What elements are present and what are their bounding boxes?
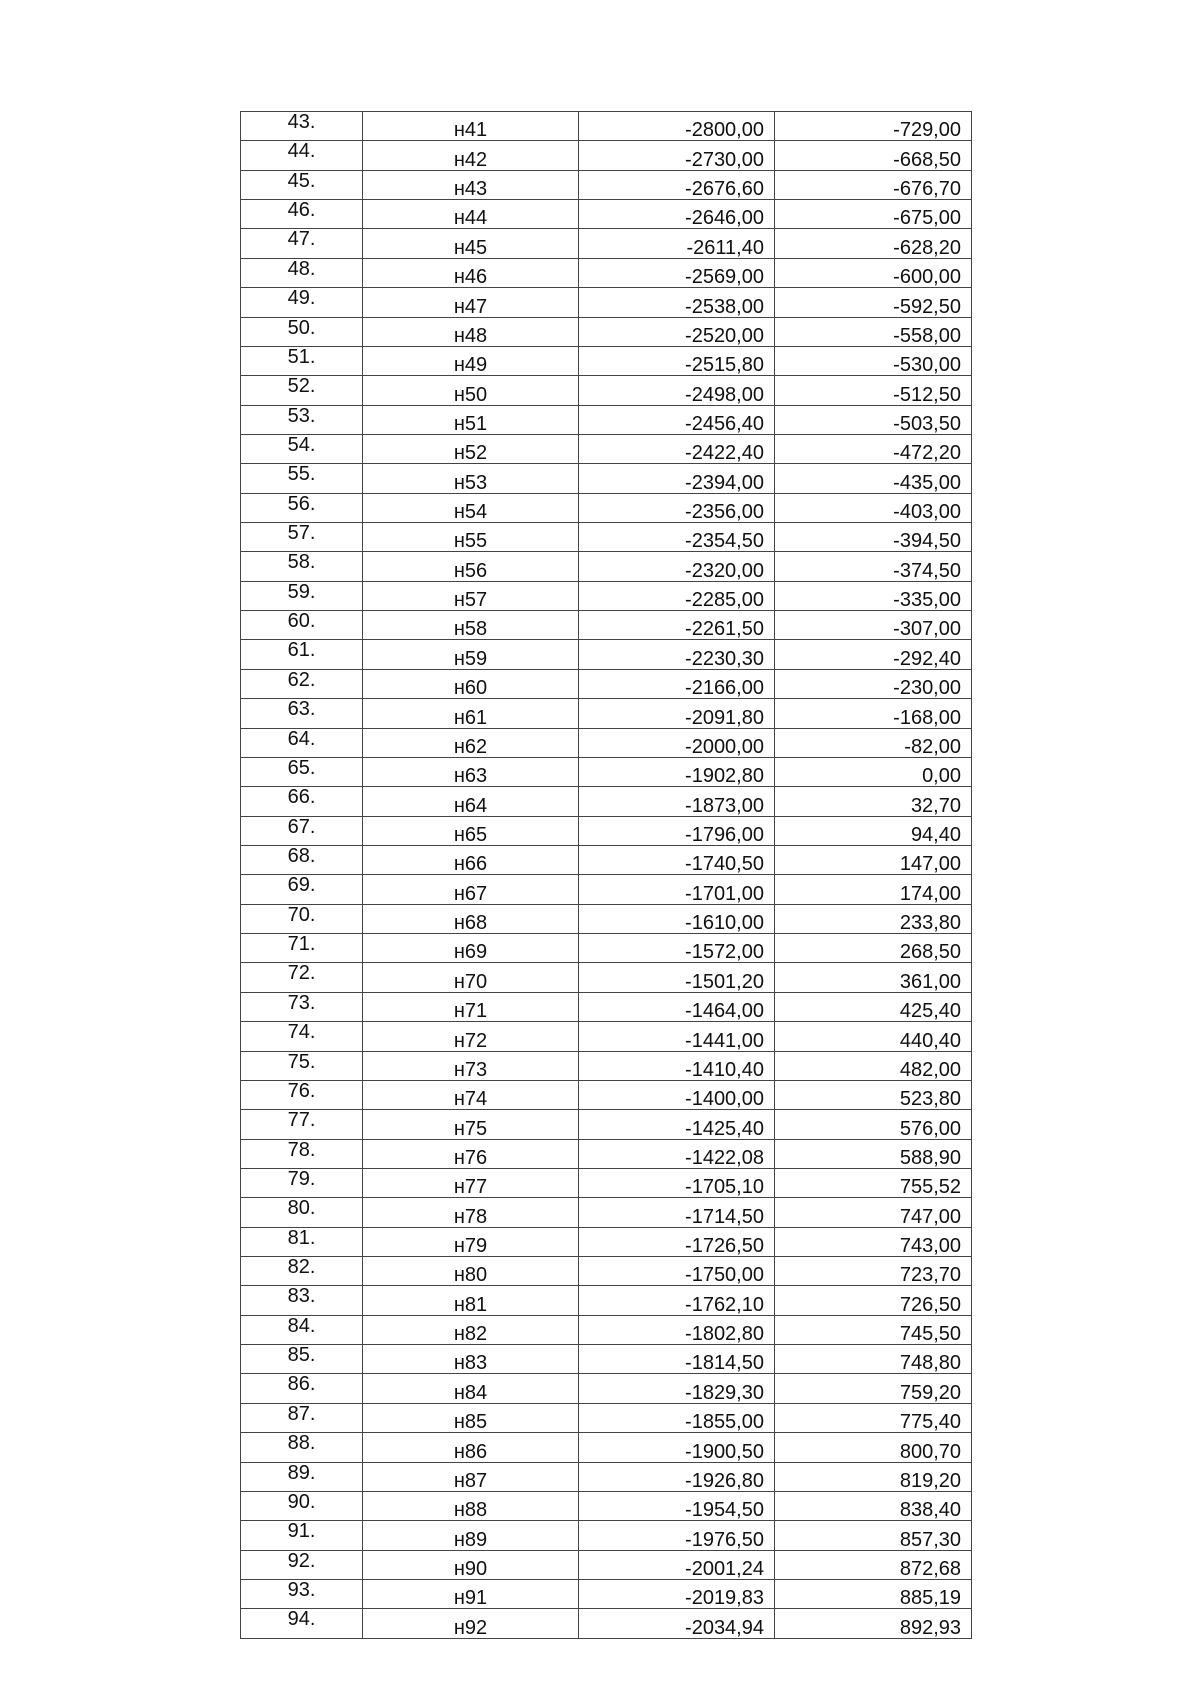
- table-row: [241, 1198, 972, 1227]
- table-row: [241, 1168, 972, 1197]
- table-row: [241, 1139, 972, 1168]
- table-row: [241, 317, 972, 346]
- x-coordinate-cell: -2800,00: [579, 112, 775, 141]
- row-number-cell: 89.: [241, 1462, 363, 1491]
- table-row: [241, 992, 972, 1021]
- x-coordinate-cell: -2456,40: [579, 405, 775, 434]
- x-coordinate-cell: -2538,00: [579, 288, 775, 317]
- point-name-cell: н78: [363, 1198, 579, 1227]
- row-number-cell: 79.: [241, 1168, 363, 1197]
- x-coordinate-cell: -2422,40: [579, 434, 775, 463]
- point-name-cell: н84: [363, 1374, 579, 1403]
- row-number-cell: 84.: [241, 1315, 363, 1344]
- table-row: [241, 405, 972, 434]
- row-number-cell: 44.: [241, 141, 363, 170]
- row-number-cell: 59.: [241, 581, 363, 610]
- row-number-cell: 72.: [241, 963, 363, 992]
- x-coordinate-cell: -2019,83: [579, 1579, 775, 1608]
- x-coordinate-cell: -1796,00: [579, 816, 775, 845]
- table-row: [241, 229, 972, 258]
- y-coordinate-cell: -530,00: [775, 346, 972, 375]
- row-number-cell: 94.: [241, 1609, 363, 1638]
- row-number-cell: 86.: [241, 1374, 363, 1403]
- row-number-cell: 57.: [241, 523, 363, 552]
- row-number-cell: 91.: [241, 1521, 363, 1550]
- row-number-cell: 46.: [241, 200, 363, 229]
- y-coordinate-cell: -374,50: [775, 552, 972, 581]
- point-name-cell: н53: [363, 464, 579, 493]
- table-row: [241, 1110, 972, 1139]
- y-coordinate-cell: 743,00: [775, 1227, 972, 1256]
- x-coordinate-cell: -1422,08: [579, 1139, 775, 1168]
- point-name-cell: н43: [363, 170, 579, 199]
- point-name-cell: н54: [363, 493, 579, 522]
- x-coordinate-cell: -1976,50: [579, 1521, 775, 1550]
- row-number-cell: 63.: [241, 699, 363, 728]
- row-number-cell: 50.: [241, 317, 363, 346]
- table-row: [241, 434, 972, 463]
- table-row: [241, 1051, 972, 1080]
- point-name-cell: н57: [363, 581, 579, 610]
- row-number-cell: 62.: [241, 669, 363, 698]
- y-coordinate-cell: 32,70: [775, 787, 972, 816]
- row-number-cell: 66.: [241, 787, 363, 816]
- point-name-cell: н42: [363, 141, 579, 170]
- row-number-cell: 61.: [241, 640, 363, 669]
- row-number-cell: 70.: [241, 904, 363, 933]
- x-coordinate-cell: -2498,00: [579, 376, 775, 405]
- row-number-cell: 65.: [241, 757, 363, 786]
- point-name-cell: н73: [363, 1051, 579, 1080]
- x-coordinate-cell: -1900,50: [579, 1433, 775, 1462]
- y-coordinate-cell: 174,00: [775, 875, 972, 904]
- table-row: [241, 963, 972, 992]
- y-coordinate-cell: -335,00: [775, 581, 972, 610]
- x-coordinate-cell: -1464,00: [579, 992, 775, 1021]
- x-coordinate-cell: -1501,20: [579, 963, 775, 992]
- table-row: [241, 581, 972, 610]
- table-row: [241, 141, 972, 170]
- point-name-cell: н45: [363, 229, 579, 258]
- point-name-cell: н66: [363, 845, 579, 874]
- x-coordinate-cell: -2354,50: [579, 523, 775, 552]
- table-row: [241, 904, 972, 933]
- x-coordinate-cell: -2520,00: [579, 317, 775, 346]
- y-coordinate-cell: 857,30: [775, 1521, 972, 1550]
- table-row: [241, 288, 972, 317]
- row-number-cell: 43.: [241, 112, 363, 141]
- table-row: [241, 112, 972, 141]
- point-name-cell: н75: [363, 1110, 579, 1139]
- point-name-cell: н61: [363, 699, 579, 728]
- point-name-cell: н85: [363, 1403, 579, 1432]
- point-name-cell: н56: [363, 552, 579, 581]
- row-number-cell: 53.: [241, 405, 363, 434]
- row-number-cell: 45.: [241, 170, 363, 199]
- table-row: [241, 1403, 972, 1432]
- row-number-cell: 49.: [241, 288, 363, 317]
- y-coordinate-cell: 576,00: [775, 1110, 972, 1139]
- y-coordinate-cell: -592,50: [775, 288, 972, 317]
- y-coordinate-cell: 425,40: [775, 992, 972, 1021]
- row-number-cell: 85.: [241, 1345, 363, 1374]
- y-coordinate-cell: 838,40: [775, 1491, 972, 1520]
- y-coordinate-cell: 759,20: [775, 1374, 972, 1403]
- x-coordinate-cell: -2166,00: [579, 669, 775, 698]
- table-row: [241, 845, 972, 874]
- row-number-cell: 68.: [241, 845, 363, 874]
- table-row: [241, 1345, 972, 1374]
- x-coordinate-cell: -2261,50: [579, 611, 775, 640]
- y-coordinate-cell: -168,00: [775, 699, 972, 728]
- y-coordinate-cell: -676,70: [775, 170, 972, 199]
- x-coordinate-cell: -1814,50: [579, 1345, 775, 1374]
- point-name-cell: н50: [363, 376, 579, 405]
- table-row: [241, 1550, 972, 1579]
- y-coordinate-cell: -600,00: [775, 258, 972, 287]
- y-coordinate-cell: 726,50: [775, 1286, 972, 1315]
- point-name-cell: н92: [363, 1609, 579, 1638]
- y-coordinate-cell: -307,00: [775, 611, 972, 640]
- row-number-cell: 60.: [241, 611, 363, 640]
- point-name-cell: н67: [363, 875, 579, 904]
- row-number-cell: 76.: [241, 1080, 363, 1109]
- row-number-cell: 71.: [241, 934, 363, 963]
- table-row: [241, 787, 972, 816]
- x-coordinate-cell: -1400,00: [579, 1080, 775, 1109]
- y-coordinate-cell: -435,00: [775, 464, 972, 493]
- y-coordinate-cell: 268,50: [775, 934, 972, 963]
- x-coordinate-cell: -1873,00: [579, 787, 775, 816]
- table-row: [241, 1462, 972, 1491]
- x-coordinate-cell: -1926,80: [579, 1462, 775, 1491]
- point-name-cell: н82: [363, 1315, 579, 1344]
- table-row: [241, 1521, 972, 1550]
- x-coordinate-cell: -2394,00: [579, 464, 775, 493]
- point-name-cell: н49: [363, 346, 579, 375]
- x-coordinate-cell: -2000,00: [579, 728, 775, 757]
- y-coordinate-cell: 233,80: [775, 904, 972, 933]
- y-coordinate-cell: 723,70: [775, 1257, 972, 1286]
- x-coordinate-cell: -1954,50: [579, 1491, 775, 1520]
- x-coordinate-cell: -1802,80: [579, 1315, 775, 1344]
- x-coordinate-cell: -2611,40: [579, 229, 775, 258]
- x-coordinate-cell: -2320,00: [579, 552, 775, 581]
- table-row: [241, 552, 972, 581]
- point-name-cell: н74: [363, 1080, 579, 1109]
- point-name-cell: н69: [363, 934, 579, 963]
- x-coordinate-cell: -1855,00: [579, 1403, 775, 1432]
- y-coordinate-cell: 523,80: [775, 1080, 972, 1109]
- x-coordinate-cell: -2285,00: [579, 581, 775, 610]
- table-row: [241, 816, 972, 845]
- table-row: [241, 523, 972, 552]
- point-name-cell: н58: [363, 611, 579, 640]
- point-name-cell: н77: [363, 1168, 579, 1197]
- y-coordinate-cell: -675,00: [775, 200, 972, 229]
- point-name-cell: н52: [363, 434, 579, 463]
- point-name-cell: н65: [363, 816, 579, 845]
- point-name-cell: н72: [363, 1022, 579, 1051]
- point-name-cell: н62: [363, 728, 579, 757]
- row-number-cell: 73.: [241, 992, 363, 1021]
- y-coordinate-cell: -403,00: [775, 493, 972, 522]
- y-coordinate-cell: 748,80: [775, 1345, 972, 1374]
- row-number-cell: 87.: [241, 1403, 363, 1432]
- y-coordinate-cell: 588,90: [775, 1139, 972, 1168]
- table-row: [241, 699, 972, 728]
- point-name-cell: н83: [363, 1345, 579, 1374]
- y-coordinate-cell: -230,00: [775, 669, 972, 698]
- table-row: [241, 1491, 972, 1520]
- y-coordinate-cell: -668,50: [775, 141, 972, 170]
- point-name-cell: н88: [363, 1491, 579, 1520]
- x-coordinate-cell: -2730,00: [579, 141, 775, 170]
- row-number-cell: 54.: [241, 434, 363, 463]
- row-number-cell: 88.: [241, 1433, 363, 1462]
- x-coordinate-cell: -2646,00: [579, 200, 775, 229]
- y-coordinate-cell: 747,00: [775, 1198, 972, 1227]
- row-number-cell: 81.: [241, 1227, 363, 1256]
- point-name-cell: н46: [363, 258, 579, 287]
- y-coordinate-cell: -558,00: [775, 317, 972, 346]
- x-coordinate-cell: -2001,24: [579, 1550, 775, 1579]
- table-row: [241, 611, 972, 640]
- x-coordinate-cell: -1902,80: [579, 757, 775, 786]
- row-number-cell: 56.: [241, 493, 363, 522]
- row-number-cell: 69.: [241, 875, 363, 904]
- row-number-cell: 52.: [241, 376, 363, 405]
- y-coordinate-cell: -394,50: [775, 523, 972, 552]
- x-coordinate-cell: -2569,00: [579, 258, 775, 287]
- table-row: [241, 170, 972, 199]
- point-name-cell: н59: [363, 640, 579, 669]
- point-name-cell: н41: [363, 112, 579, 141]
- y-coordinate-cell: -503,50: [775, 405, 972, 434]
- point-name-cell: н79: [363, 1227, 579, 1256]
- row-number-cell: 83.: [241, 1286, 363, 1315]
- table-row: [241, 1286, 972, 1315]
- table-row: [241, 1374, 972, 1403]
- y-coordinate-cell: 755,52: [775, 1168, 972, 1197]
- row-number-cell: 92.: [241, 1550, 363, 1579]
- point-name-cell: н47: [363, 288, 579, 317]
- table-row: [241, 757, 972, 786]
- point-name-cell: н55: [363, 523, 579, 552]
- y-coordinate-cell: 800,70: [775, 1433, 972, 1462]
- point-name-cell: н87: [363, 1462, 579, 1491]
- table-row: [241, 1022, 972, 1051]
- row-number-cell: 78.: [241, 1139, 363, 1168]
- x-coordinate-cell: -2091,80: [579, 699, 775, 728]
- row-number-cell: 82.: [241, 1257, 363, 1286]
- table-row: [241, 376, 972, 405]
- table-row: [241, 875, 972, 904]
- row-number-cell: 48.: [241, 258, 363, 287]
- point-name-cell: н63: [363, 757, 579, 786]
- table-row: [241, 1257, 972, 1286]
- row-number-cell: 75.: [241, 1051, 363, 1080]
- table-row: [241, 1433, 972, 1462]
- row-number-cell: 90.: [241, 1491, 363, 1520]
- x-coordinate-cell: -1829,30: [579, 1374, 775, 1403]
- table-row: [241, 1227, 972, 1256]
- point-name-cell: н70: [363, 963, 579, 992]
- table-row: [241, 464, 972, 493]
- x-coordinate-cell: -1762,10: [579, 1286, 775, 1315]
- point-name-cell: н71: [363, 992, 579, 1021]
- y-coordinate-cell: 745,50: [775, 1315, 972, 1344]
- row-number-cell: 51.: [241, 346, 363, 375]
- x-coordinate-cell: -2676,60: [579, 170, 775, 199]
- y-coordinate-cell: 775,40: [775, 1403, 972, 1432]
- table-row: [241, 493, 972, 522]
- y-coordinate-cell: 147,00: [775, 845, 972, 874]
- coordinates-table: [240, 111, 972, 1639]
- point-name-cell: н89: [363, 1521, 579, 1550]
- x-coordinate-cell: -2356,00: [579, 493, 775, 522]
- row-number-cell: 74.: [241, 1022, 363, 1051]
- x-coordinate-cell: -1740,50: [579, 845, 775, 874]
- table-row: [241, 728, 972, 757]
- row-number-cell: 58.: [241, 552, 363, 581]
- y-coordinate-cell: 482,00: [775, 1051, 972, 1080]
- point-name-cell: н68: [363, 904, 579, 933]
- point-name-cell: н91: [363, 1579, 579, 1608]
- x-coordinate-cell: -2034,94: [579, 1609, 775, 1638]
- table-row: [241, 1315, 972, 1344]
- table-row: [241, 200, 972, 229]
- x-coordinate-cell: -1705,10: [579, 1168, 775, 1197]
- x-coordinate-cell: -1610,00: [579, 904, 775, 933]
- table-row: [241, 1609, 972, 1638]
- y-coordinate-cell: 872,68: [775, 1550, 972, 1579]
- y-coordinate-cell: 885,19: [775, 1579, 972, 1608]
- row-number-cell: 47.: [241, 229, 363, 258]
- table-row: [241, 1579, 972, 1608]
- y-coordinate-cell: 440,40: [775, 1022, 972, 1051]
- x-coordinate-cell: -2515,80: [579, 346, 775, 375]
- point-name-cell: н51: [363, 405, 579, 434]
- row-number-cell: 80.: [241, 1198, 363, 1227]
- x-coordinate-cell: -1750,00: [579, 1257, 775, 1286]
- x-coordinate-cell: -1701,00: [579, 875, 775, 904]
- x-coordinate-cell: -1410,40: [579, 1051, 775, 1080]
- x-coordinate-cell: -1425,40: [579, 1110, 775, 1139]
- point-name-cell: н64: [363, 787, 579, 816]
- y-coordinate-cell: -82,00: [775, 728, 972, 757]
- row-number-cell: 93.: [241, 1579, 363, 1608]
- y-coordinate-cell: -512,50: [775, 376, 972, 405]
- y-coordinate-cell: -292,40: [775, 640, 972, 669]
- y-coordinate-cell: -628,20: [775, 229, 972, 258]
- table-row: [241, 346, 972, 375]
- row-number-cell: 77.: [241, 1110, 363, 1139]
- table-row: [241, 934, 972, 963]
- coordinates-table-body: [241, 112, 972, 1639]
- x-coordinate-cell: -1726,50: [579, 1227, 775, 1256]
- point-name-cell: н90: [363, 1550, 579, 1579]
- row-number-cell: 67.: [241, 816, 363, 845]
- point-name-cell: н60: [363, 669, 579, 698]
- y-coordinate-cell: 0,00: [775, 757, 972, 786]
- row-number-cell: 55.: [241, 464, 363, 493]
- x-coordinate-cell: -1572,00: [579, 934, 775, 963]
- y-coordinate-cell: 819,20: [775, 1462, 972, 1491]
- table-row: [241, 258, 972, 287]
- y-coordinate-cell: 892,93: [775, 1609, 972, 1638]
- x-coordinate-cell: -1441,00: [579, 1022, 775, 1051]
- table-row: [241, 669, 972, 698]
- point-name-cell: н48: [363, 317, 579, 346]
- point-name-cell: н44: [363, 200, 579, 229]
- point-name-cell: н80: [363, 1257, 579, 1286]
- y-coordinate-cell: -729,00: [775, 112, 972, 141]
- point-name-cell: н76: [363, 1139, 579, 1168]
- point-name-cell: н81: [363, 1286, 579, 1315]
- x-coordinate-cell: -2230,30: [579, 640, 775, 669]
- x-coordinate-cell: -1714,50: [579, 1198, 775, 1227]
- y-coordinate-cell: 361,00: [775, 963, 972, 992]
- point-name-cell: н86: [363, 1433, 579, 1462]
- row-number-cell: 64.: [241, 728, 363, 757]
- table-row: [241, 640, 972, 669]
- y-coordinate-cell: 94,40: [775, 816, 972, 845]
- table-row: [241, 1080, 972, 1109]
- y-coordinate-cell: -472,20: [775, 434, 972, 463]
